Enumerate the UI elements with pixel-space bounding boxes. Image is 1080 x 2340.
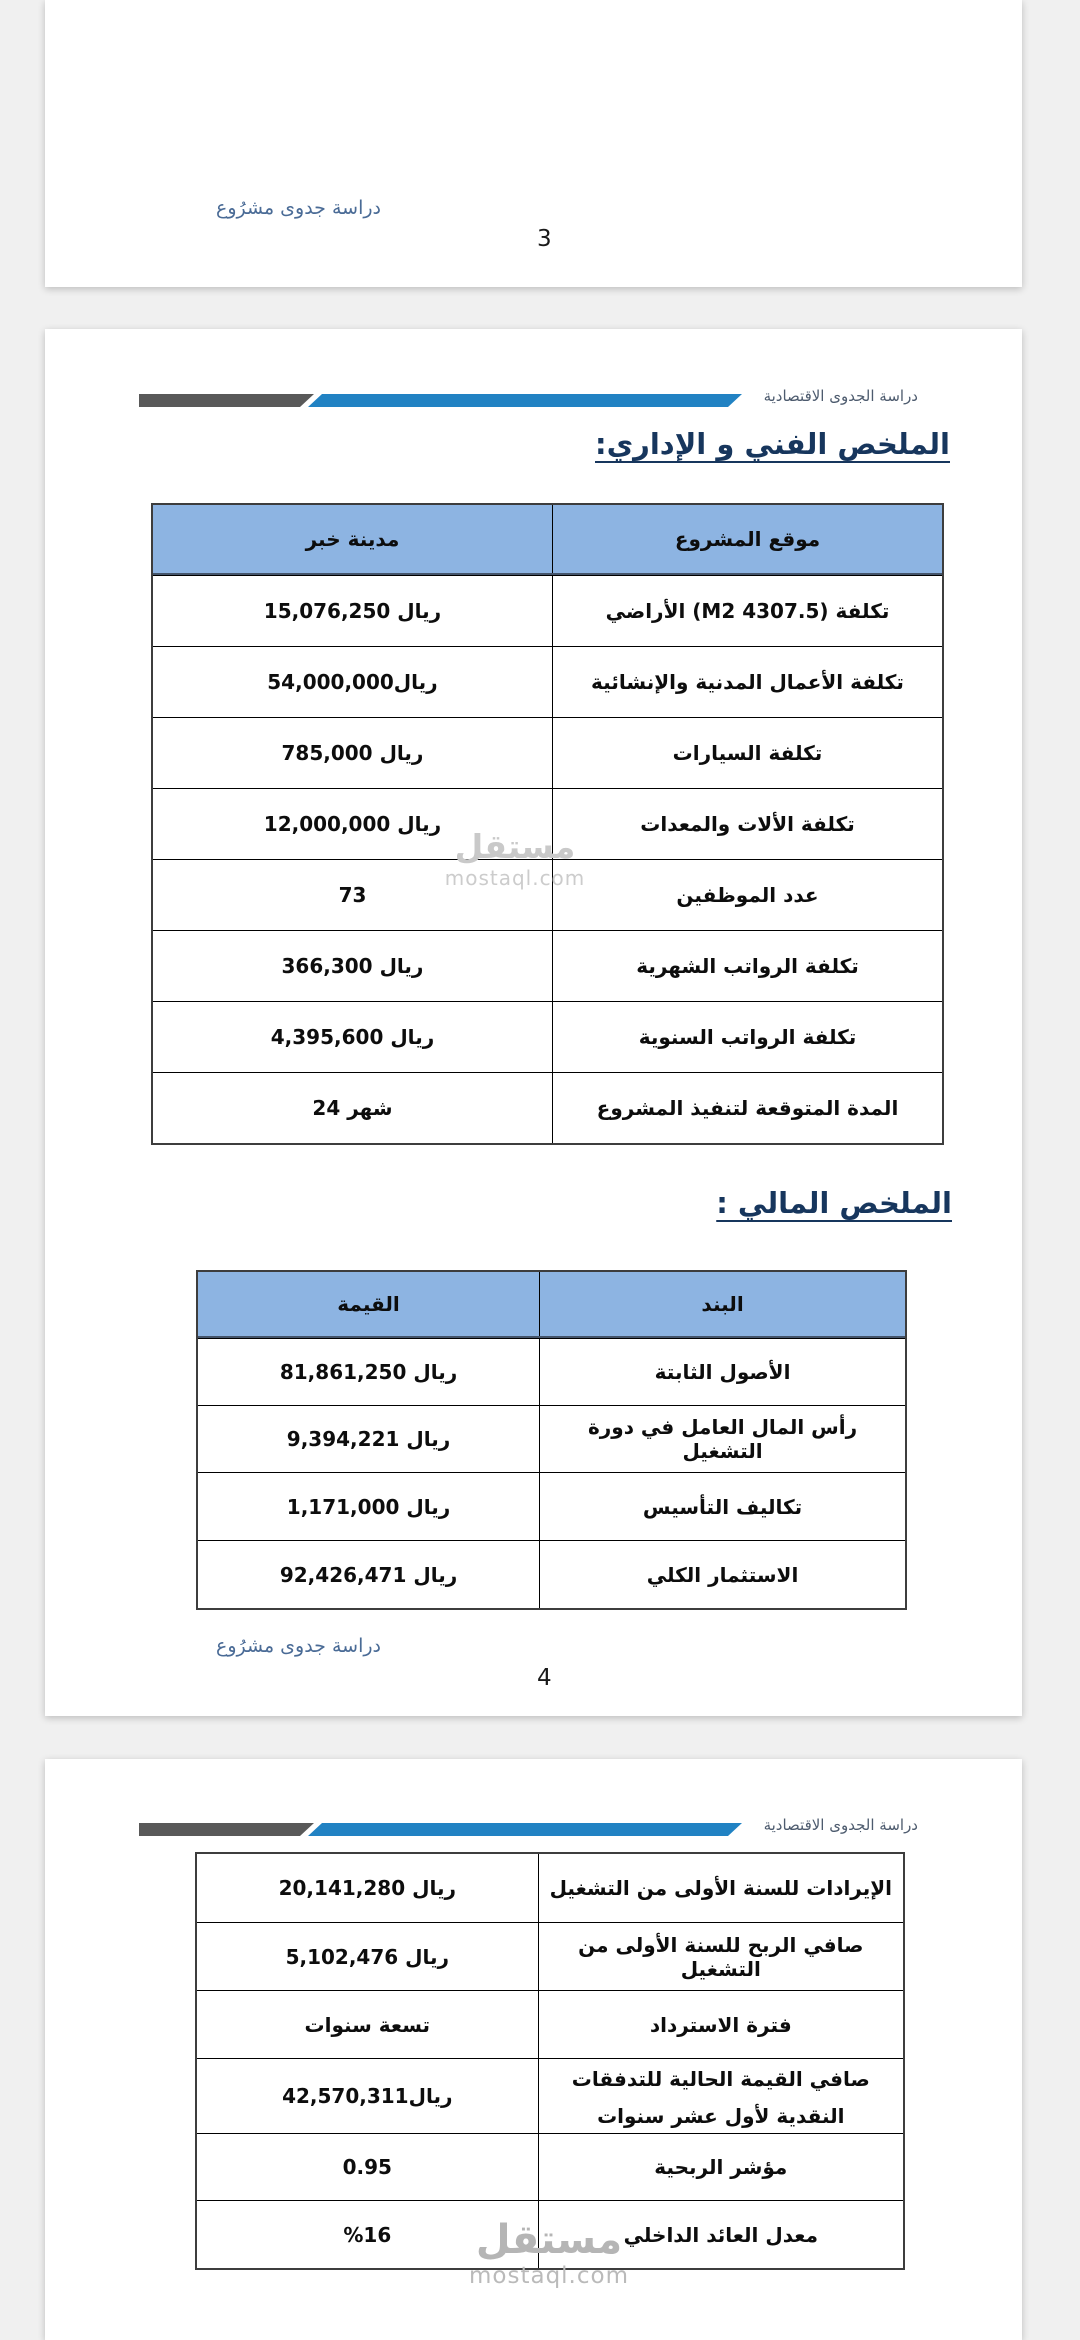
- cell-value: %16: [343, 2222, 392, 2247]
- header-bar-gray-shape: [139, 394, 314, 407]
- page3-page-number: 3: [537, 226, 552, 252]
- cell-label: عدد الموظفين: [552, 860, 942, 930]
- table-row: [198, 1472, 905, 1540]
- header-bar-blue-shape: [308, 394, 742, 407]
- table-header-row: [198, 1272, 905, 1338]
- cell-label: الاستثمار الكلي: [539, 1541, 905, 1608]
- cell-value: 4,395,600 ريال: [270, 1025, 435, 1049]
- table-row: [197, 2058, 903, 2133]
- results-table: [195, 1852, 905, 2270]
- cell-value: 92,426,471 ريال: [279, 1562, 458, 1587]
- table-row: [153, 646, 942, 717]
- cell-label: صافي القيمة الحالية للتدفقات النقدية لأول عشر سنوات: [538, 2059, 903, 2133]
- cell-label: صافي الربح للسنة الأولى من التشغيل: [538, 1923, 903, 1990]
- financial-summary-table: [196, 1270, 907, 1610]
- cell-label: تكلفة الرواتب الشهرية: [552, 931, 942, 1001]
- table-row: [197, 2200, 903, 2268]
- watermark-name: مستقل: [475, 2217, 623, 2263]
- cell-label: رأس المال العامل في دورة التشغيل: [539, 1406, 905, 1472]
- page4-footer-label: دراسة جدوى مشرُوع: [216, 1635, 381, 1657]
- cell-value: 15,076,250 ريال: [263, 599, 442, 623]
- cell-label: معدل العائد الداخلي: [538, 2201, 903, 2268]
- table-row: [197, 1990, 903, 2058]
- cell-value: 73: [338, 883, 367, 907]
- header-bar-blue-shape: [308, 1823, 742, 1836]
- table-row: [153, 717, 942, 788]
- cell-label: تكلفة السيارات: [552, 718, 942, 788]
- table-row: [153, 930, 942, 1001]
- cell-value: 1,171,000 ريال: [286, 1494, 451, 1519]
- header-cell-label: موقع المشروع: [552, 505, 942, 573]
- cell-value: 24 شهر: [312, 1096, 393, 1120]
- cell-value: 54,000,000ريال: [267, 670, 438, 694]
- cell-label: تكلفة الأعمال المدنية والإنشائية: [552, 647, 942, 717]
- table-row: [198, 1338, 905, 1405]
- table-row: [198, 1405, 905, 1472]
- header-cell-value: القيمة: [337, 1292, 400, 1316]
- table-row: [153, 575, 942, 646]
- table-row: [197, 1854, 903, 1922]
- header-bar-gray-shape: [139, 1823, 314, 1836]
- cell-value: تسعة سنوات: [304, 2012, 431, 2037]
- watermark-domain: mostaql.com: [444, 866, 586, 890]
- table-row: [197, 1922, 903, 1990]
- cell-label: الأصول الثابتة: [539, 1339, 905, 1405]
- watermark-name: مستقل: [454, 827, 576, 866]
- technical-summary-table: [151, 503, 944, 1145]
- cell-value: 366,300 ريال: [281, 954, 424, 978]
- page4-header-label: دراسة الجدوى الاقتصادية: [763, 387, 918, 405]
- cell-value: 0.95: [342, 2155, 392, 2179]
- cell-label: تكلفة الرواتب السنوية: [552, 1002, 942, 1072]
- cell-label: مؤشر الربحية: [538, 2134, 903, 2200]
- cell-label: الإيرادات للسنة الأولى من التشغيل: [538, 1854, 903, 1922]
- cell-value: 785,000 ريال: [281, 741, 424, 765]
- table-row: [153, 1001, 942, 1072]
- header-cell-label: البند: [539, 1272, 905, 1336]
- page3-footer-label: دراسة جدوى مشرُوع: [216, 197, 381, 219]
- table-row: [153, 859, 942, 930]
- table-row: [153, 788, 942, 859]
- document-page-3: [45, 0, 1022, 287]
- cell-label: تكلفة (4307.5 M2) الأراضي: [552, 576, 942, 646]
- cell-label: المدة المتوقعة لتنفيذ المشروع: [552, 1073, 942, 1143]
- header-cell-value: مدينة خبر: [305, 527, 400, 551]
- page5-header-label: دراسة الجدوى الاقتصادية: [763, 1816, 918, 1834]
- cell-value: ريال42,570,311: [282, 2084, 453, 2108]
- cell-label: تكاليف التأسيس: [539, 1473, 905, 1540]
- table-header-row: [153, 505, 942, 575]
- page4-page-number: 4: [537, 1665, 552, 1691]
- table-row: [197, 2133, 903, 2200]
- table-row: [153, 1072, 942, 1143]
- financial-summary-heading: الملخص المالي :: [716, 1186, 952, 1220]
- technical-summary-heading: الملخص الفني و الإداري:: [595, 427, 950, 461]
- cell-label: تكلفة الألات والمعدات: [552, 789, 942, 859]
- cell-value: 12,000,000 ريال: [263, 812, 442, 836]
- cell-value: 5,102,476 ريال: [285, 1944, 450, 1969]
- watermark-domain: mostaql.com: [469, 2263, 629, 2289]
- cell-label: فترة الاسترداد: [538, 1991, 903, 2058]
- document-page-5: [45, 1759, 1022, 2340]
- cell-value: 20,141,280 ريال: [278, 1876, 456, 1900]
- document-page-4: [45, 329, 1022, 1716]
- cell-value: 9,394,221 ريال: [286, 1427, 451, 1451]
- table-row: [198, 1540, 905, 1608]
- cell-value: 81,861,250 ريال: [279, 1360, 458, 1384]
